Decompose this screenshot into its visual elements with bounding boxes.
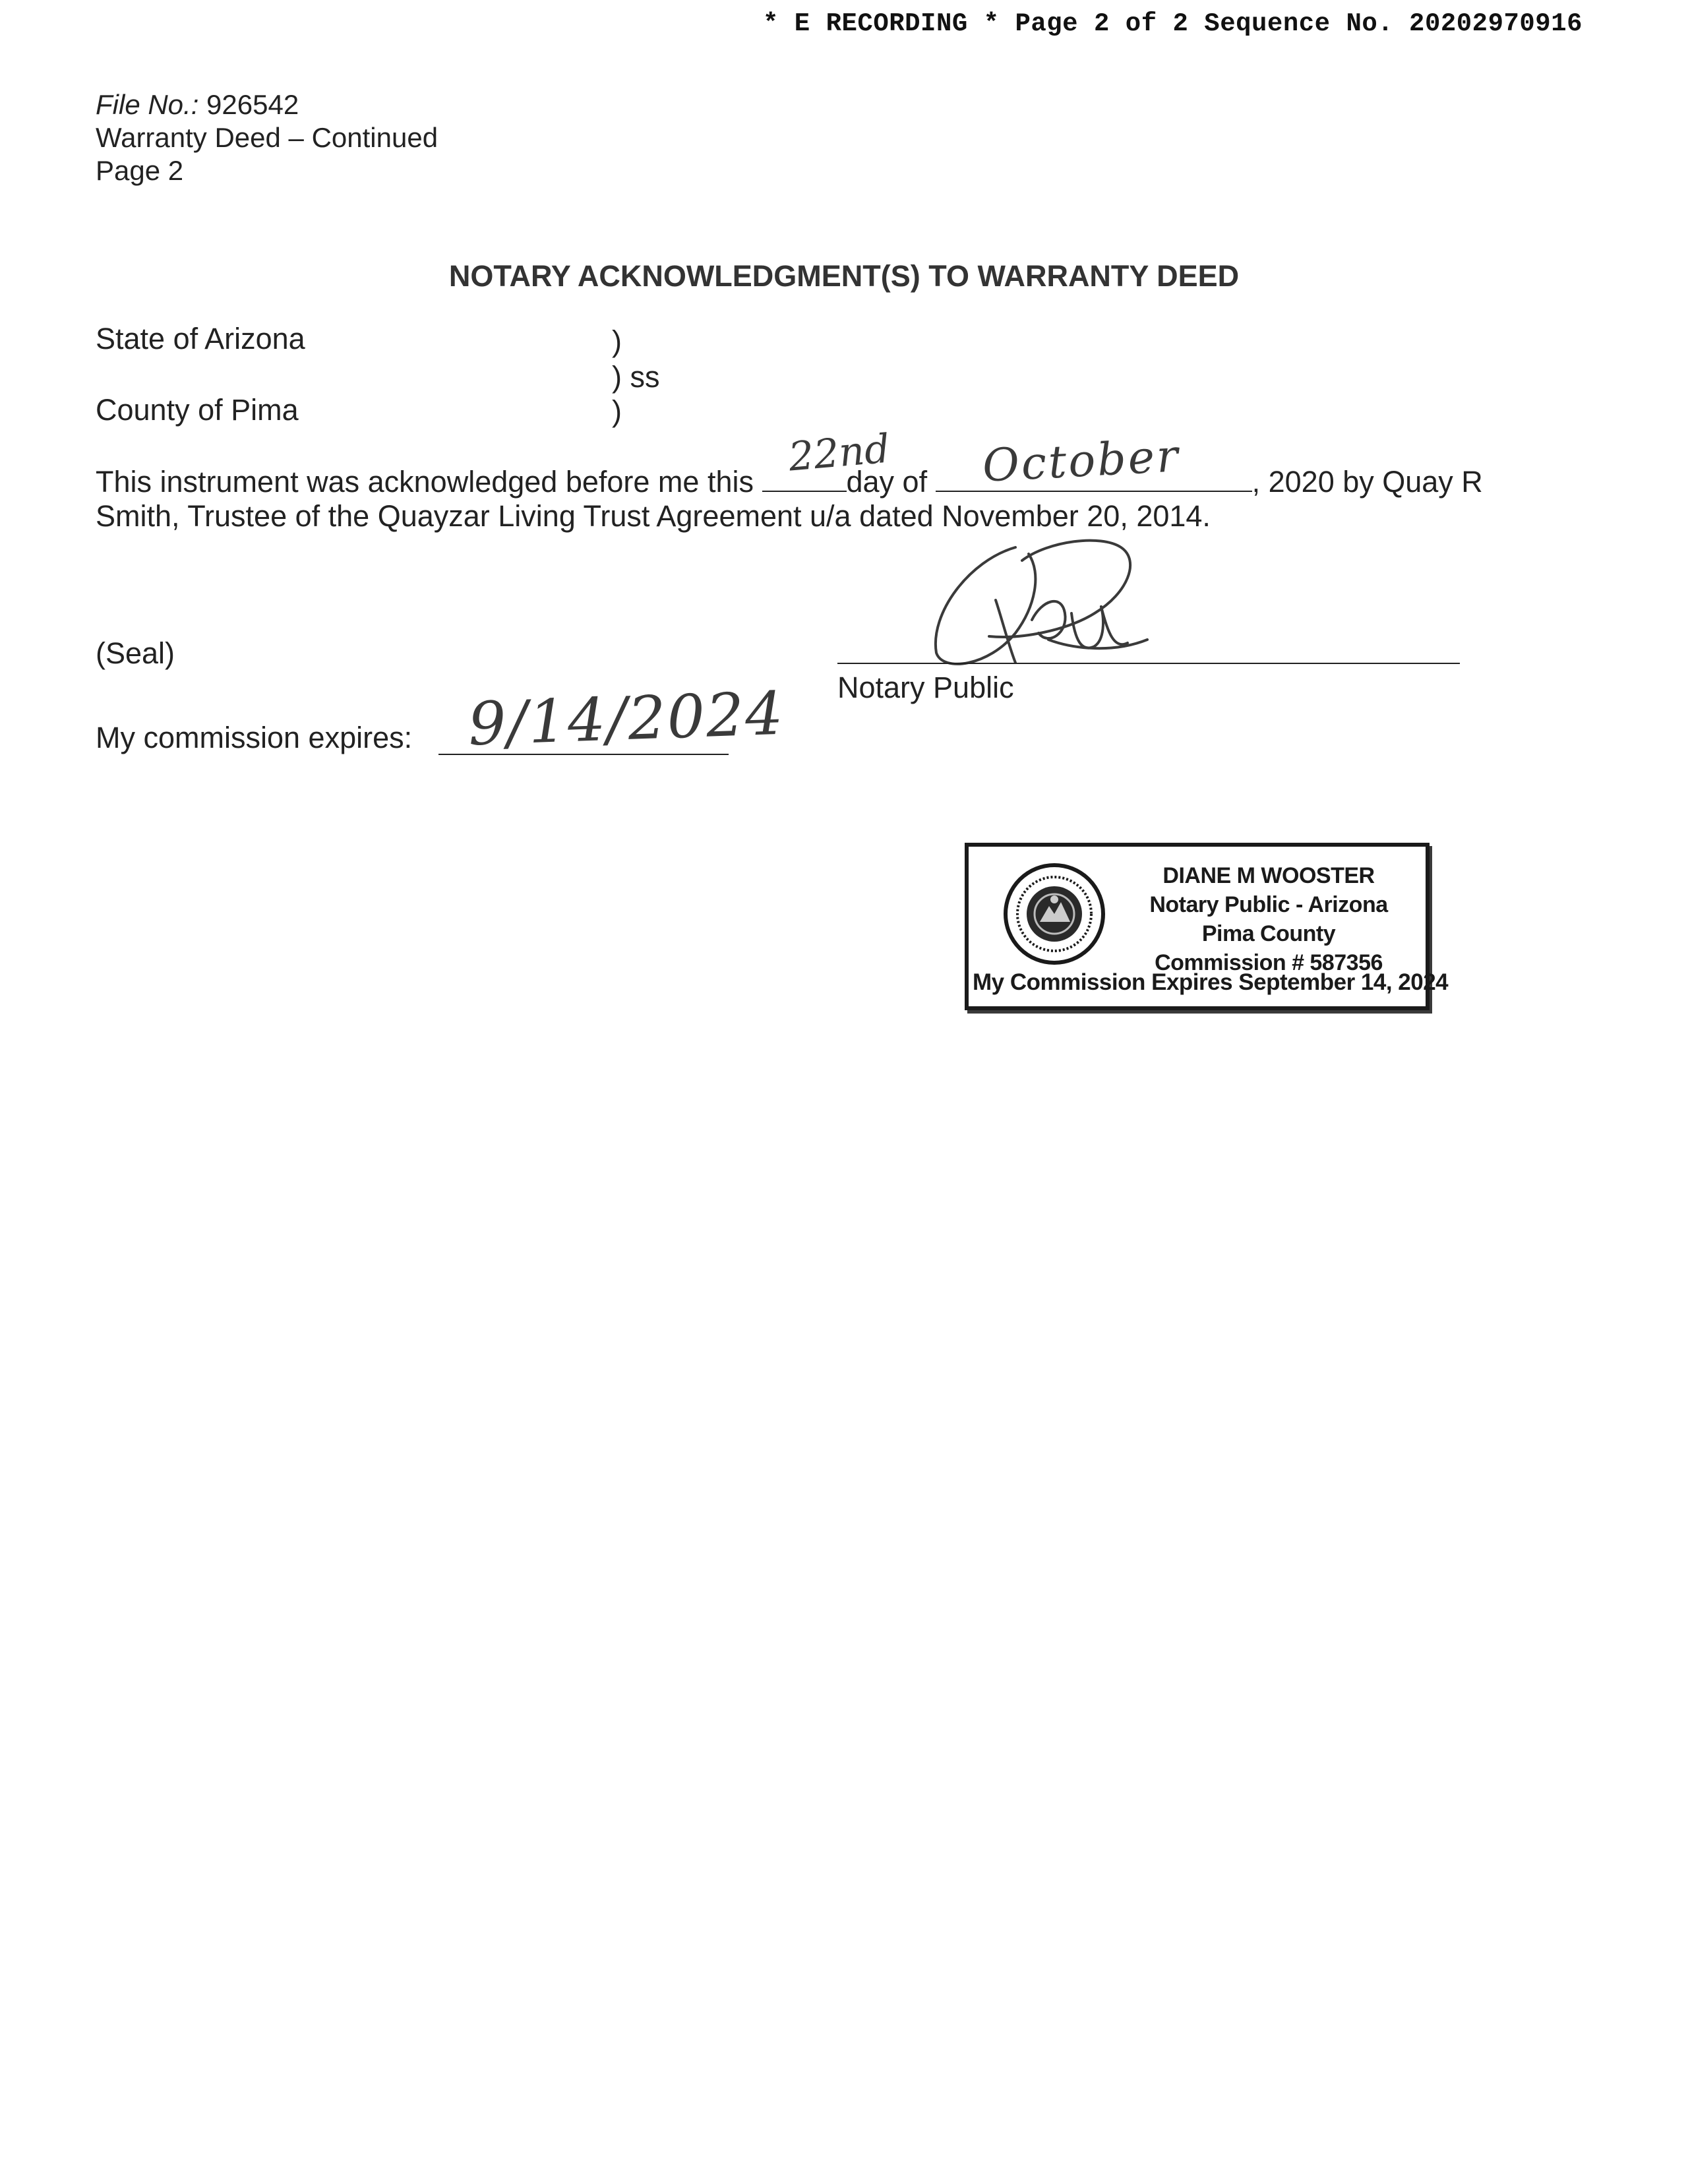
stamp-notary-name: DIANE M WOOSTER (1162, 863, 1375, 888)
notary-public-label: Notary Public (837, 671, 1014, 704)
acknowledgment-day-of: day of (846, 465, 928, 499)
commission-expires-label: My commission expires: (96, 721, 413, 754)
handwritten-month: October (981, 430, 1182, 493)
arizona-seal-icon (1002, 861, 1107, 967)
acknowledgment-line-2: Smith, Trustee of the Quayzar Living Trust Agreement u/a dated November 20, 2014. (96, 499, 1211, 533)
notary-stamp (965, 843, 1449, 1010)
stamp-commission-number: Commission # 587356 (1155, 950, 1383, 975)
file-number: 926542 (206, 89, 299, 120)
handwritten-commission-date: 9/14/2024 (467, 679, 786, 760)
notary-signature (917, 521, 1167, 679)
page-number: Page 2 (96, 155, 184, 186)
file-number-row (96, 88, 438, 121)
stamp-notary-title: Notary Public - Arizona (1149, 892, 1388, 917)
stamp-text-block (1110, 861, 1427, 977)
handwritten-day: 22nd (787, 425, 892, 481)
venue-bracket-ss: ) ss (612, 360, 660, 394)
document-header (96, 88, 438, 187)
county-label: County of Pima (96, 393, 299, 427)
file-number-label: File No.: (96, 89, 199, 120)
seal-label: (Seal) (96, 636, 175, 670)
acknowledgment-prefix: This instrument was acknowledged before me this (96, 465, 754, 499)
document-title: NOTARY ACKNOWLEDGMENT(S) TO WARRANTY DEED (448, 259, 1240, 293)
recording-banner: * E RECORDING * Page 2 of 2 Sequence No. 20202970916 (763, 9, 1582, 38)
acknowledgment-suffix: , 2020 by Quay R (1251, 465, 1483, 499)
state-label: State of Arizona (96, 322, 305, 355)
continuation-line: Warranty Deed – Continued (96, 122, 438, 153)
notary-signature-line (837, 663, 1460, 664)
stamp-expiration: My Commission Expires September 14, 2024 (973, 969, 1449, 995)
venue-bracket-bottom: ) (612, 394, 622, 428)
stamp-county: Pima County (1201, 921, 1336, 946)
venue-bracket-top: ) (612, 324, 622, 358)
